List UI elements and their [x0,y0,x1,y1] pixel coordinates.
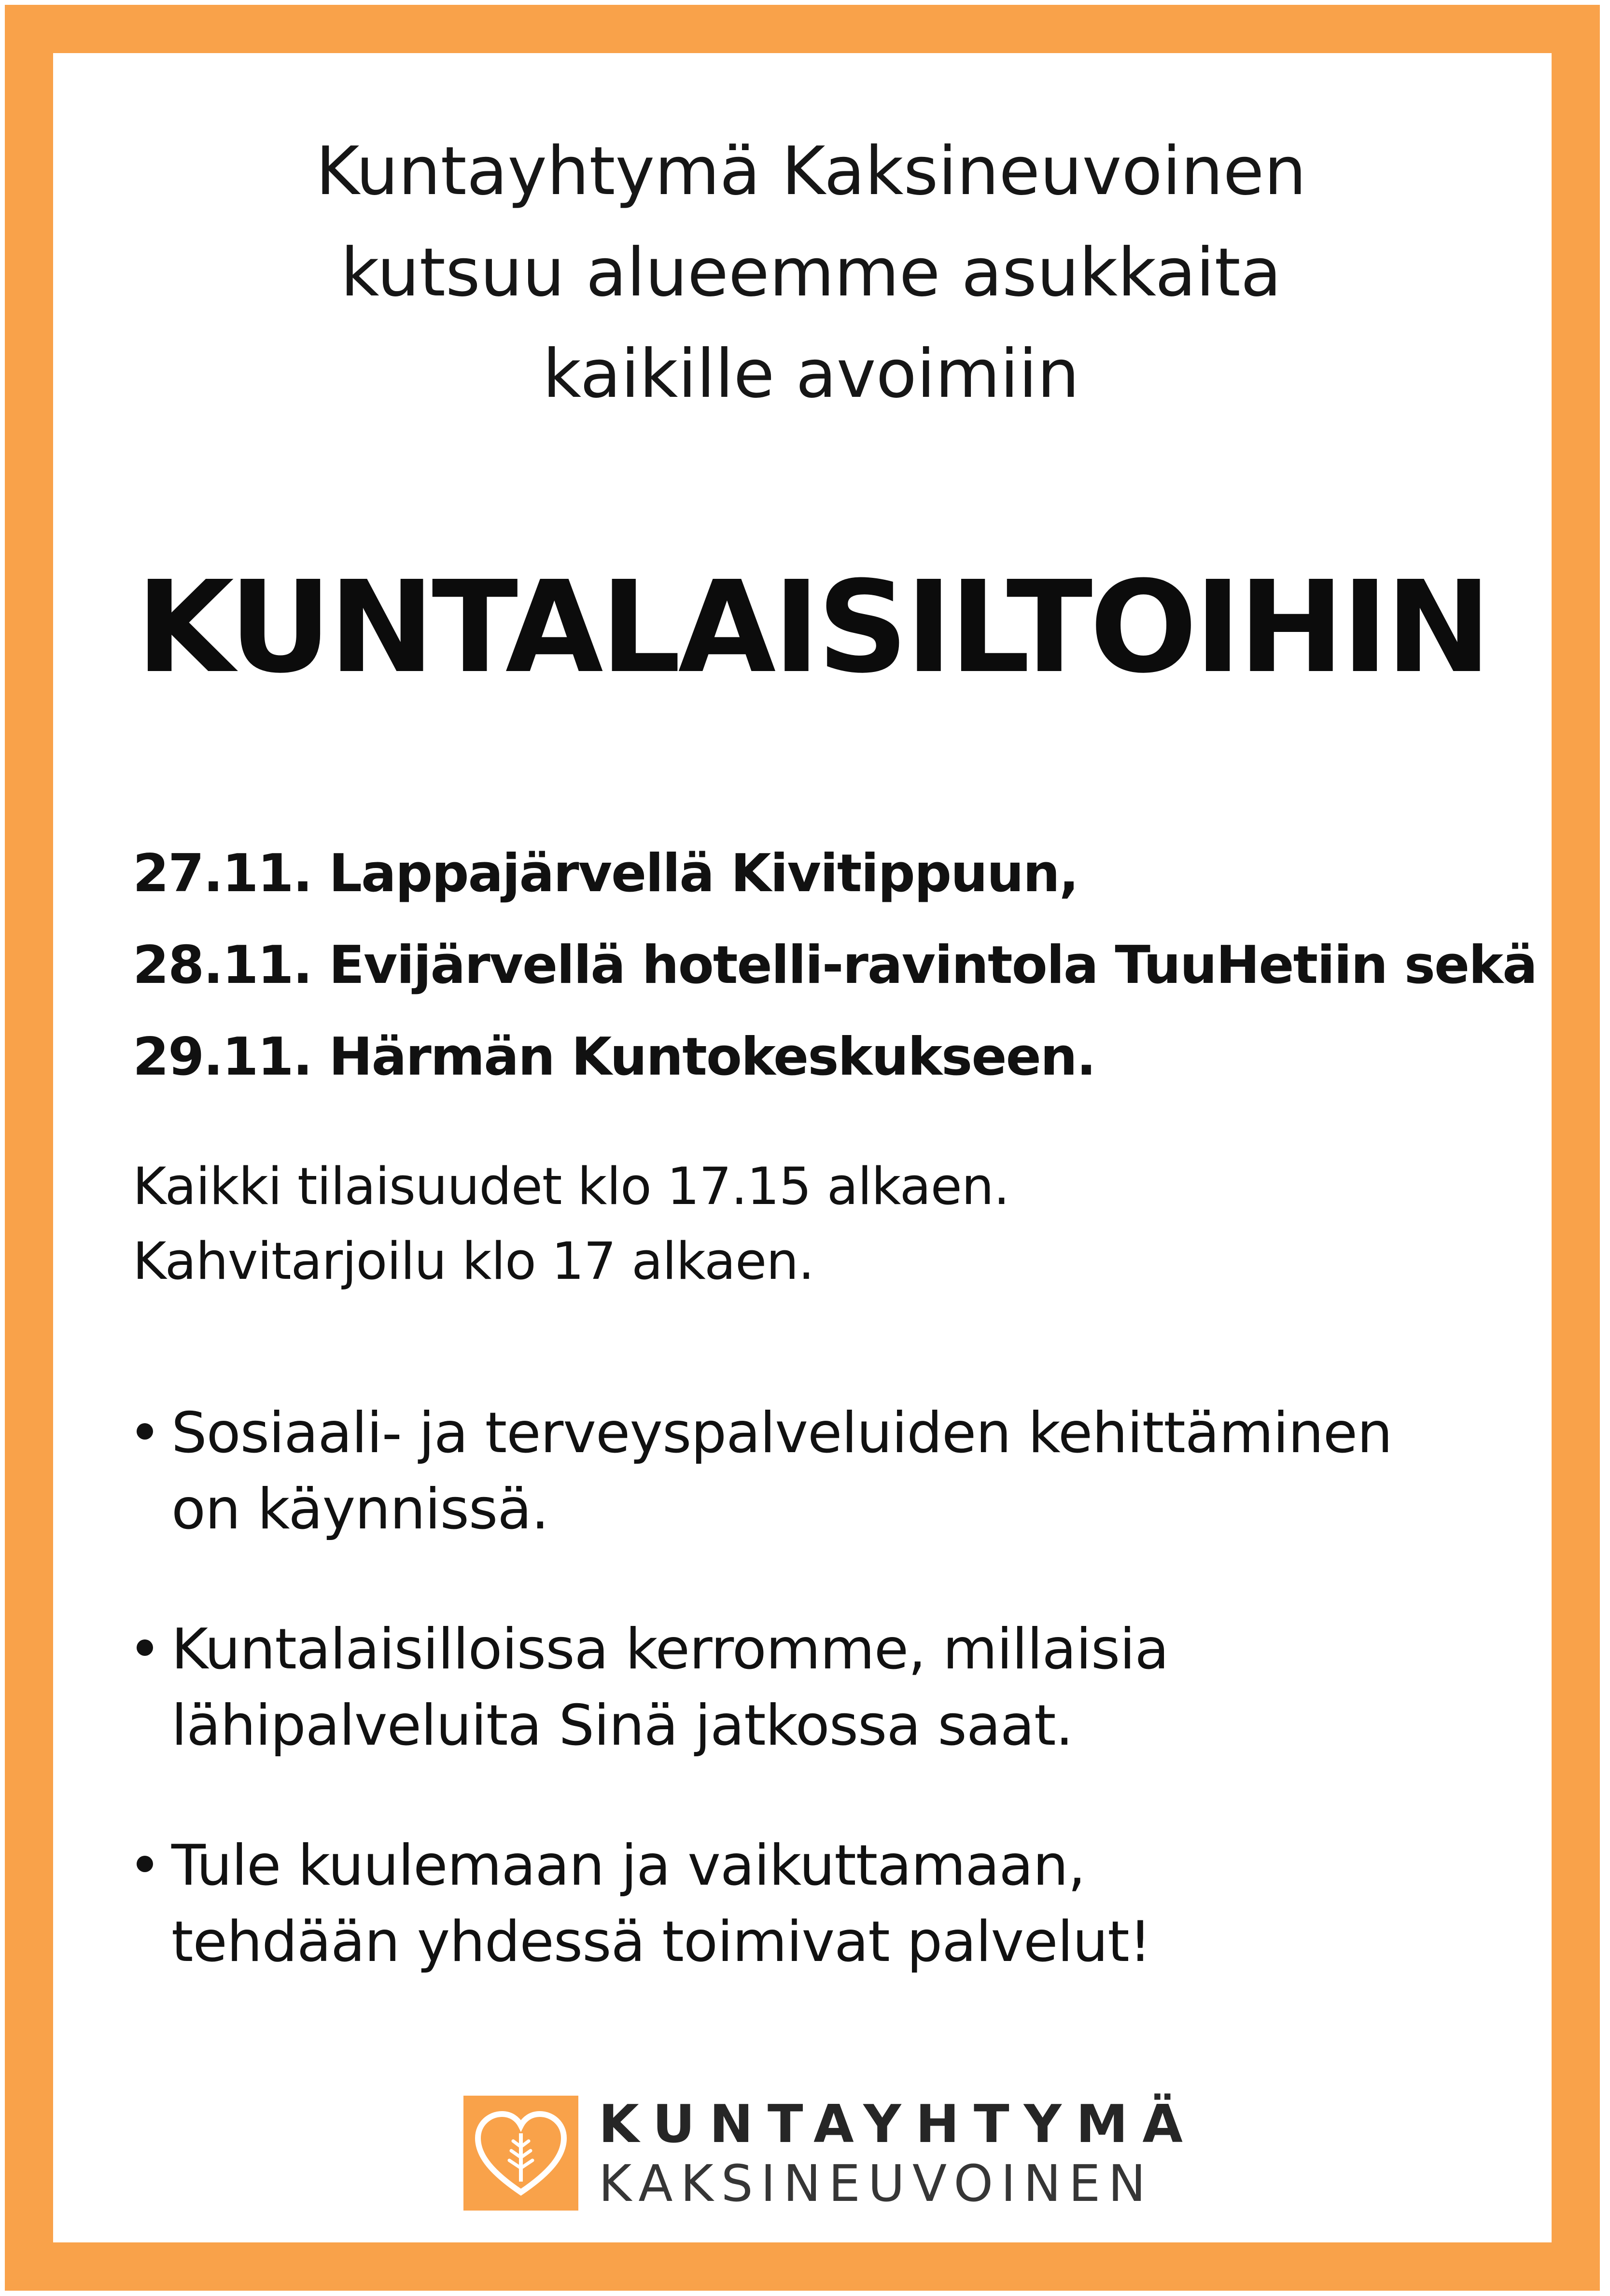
bullet-item [133,1611,1533,1764]
bullet-dot-icon [137,1423,153,1440]
bullet-text: tehdään yhdessä toimivat palvelut! [171,1909,1151,1974]
time-line-start: Kaikki tilaisuudet klo 17.15 alkaen. [133,1157,1009,1216]
bullet-text: lähipalveluita Sinä jatkossa saat. [171,1693,1073,1758]
intro-line-2: kutsuu alueemme asukkaita [340,234,1282,311]
bullet-dot-icon [137,1639,153,1656]
bullet-item [133,1395,1533,1548]
time-info [133,1149,1533,1299]
event-item: 29.11. Härmän Kuntokeskukseen. [133,1027,1095,1087]
bullet-text: Kuntalaisilloissa kerromme, millaisia [171,1617,1169,1682]
bullet-item [133,1828,1533,1980]
bullet-text: Tule kuulemaan ja vaikuttamaan, [171,1833,1085,1898]
event-item: 28.11. Evijärvellä hotelli-ravintola TuuHetiin sekä [133,935,1537,995]
bullet-dot-icon [137,1856,153,1872]
intro-line-1: Kuntayhtymä Kaksineuvoinen [316,132,1306,210]
bullet-list [133,1395,1533,2044]
bullet-text: Sosiaali- ja terveyspalveluiden kehittäminen [171,1400,1392,1466]
intro-text [87,121,1535,425]
intro-line-3: kaikille avoimiin [543,335,1079,413]
logo-subtitle: KAKSINEUVOINEN [599,2154,1154,2213]
organization-logo [463,2093,1217,2213]
event-item: 27.11. Lappajärvellä Kivitippuun, [133,843,1078,904]
bullet-text: on käynnissä. [171,1477,549,1542]
heart-leaf-icon [463,2096,578,2211]
logo-title: KUNTAYHTYMÄ [599,2094,1197,2155]
time-line-coffee: Kahvitarjoilu klo 17 alkaen. [133,1232,814,1291]
headline: KUNTALAISILTOIHIN [136,554,1489,701]
event-list [133,828,1537,1103]
